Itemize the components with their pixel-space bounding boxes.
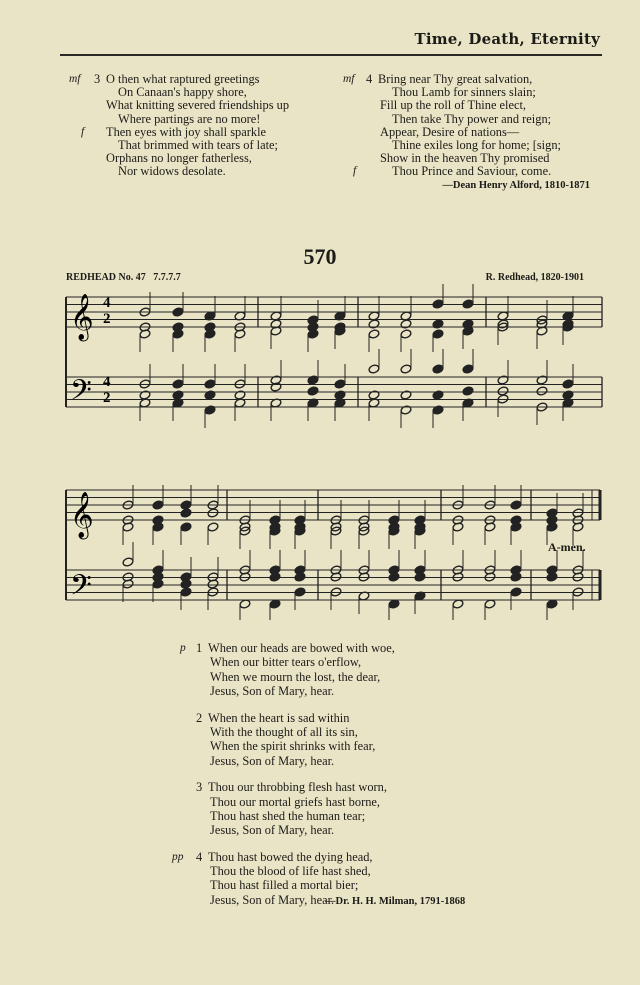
notehead [368, 364, 380, 374]
stanza-line: Then take Thy power and reign; [392, 111, 552, 126]
notehead [307, 386, 319, 396]
notehead [207, 522, 219, 532]
dynamic-mark: mf [343, 73, 355, 85]
notehead [204, 379, 216, 389]
notehead [172, 307, 184, 317]
stanza-line: When our bitter tears o'erflow, [210, 655, 362, 670]
stanza-line: Appear, Desire of nations— [380, 124, 520, 139]
stanza-line: Orphans no longer fatherless, [106, 151, 252, 166]
stanza-line: When we mourn the lost, the dear, [210, 669, 381, 684]
notehead [510, 500, 522, 510]
clefs [70, 294, 94, 609]
stanza-line: Thou our throbbing flesh hast worn, [208, 780, 387, 795]
stanza-line: Thine exiles long for home; [sign; [392, 137, 561, 152]
stanza-number: 3 [196, 780, 203, 795]
stanza-line: On Canaan's happy shore, [118, 85, 247, 100]
section-header: Time, Death, Eternity [414, 30, 600, 48]
time-signature [103, 295, 111, 406]
notehead [400, 405, 412, 415]
bass-clef-icon: 𝄢 [70, 374, 92, 414]
notehead [462, 364, 474, 374]
stanza-line: Show in the heaven Thy promised [380, 151, 550, 166]
stanza-1 [180, 641, 510, 699]
dynamic-mark: pp [172, 850, 184, 863]
notehead [307, 375, 319, 385]
notehead [204, 405, 216, 415]
stanza-line: Thou the blood of life hast shed, [210, 864, 371, 879]
bass-clef-icon: 𝄢 [70, 569, 92, 609]
stanza-line: That brimmed with tears of late; [118, 137, 278, 152]
notehead [400, 364, 412, 374]
stanza-line: Fill up the roll of Thine elect, [380, 98, 527, 113]
composer: R. Redhead, 1820-1901 [485, 272, 584, 283]
dynamic-mark: f [353, 165, 357, 178]
notehead [536, 386, 548, 396]
notehead [432, 364, 444, 374]
notehead [562, 390, 574, 400]
notehead [536, 375, 548, 385]
stanza-line: Thou hast filled a mortal bier; [210, 878, 359, 893]
notehead [432, 405, 444, 415]
stanza-line: Bring near Thy great salvation, [378, 72, 533, 86]
notehead [562, 379, 574, 389]
treble-clef-icon: 𝄞 [70, 492, 94, 538]
notehead [152, 500, 164, 510]
barlines [66, 297, 602, 600]
stanza-number: 2 [196, 710, 203, 725]
notehead [432, 329, 444, 339]
notehead [204, 390, 216, 400]
stanza-number: 4 [196, 849, 203, 864]
notehead [294, 587, 306, 597]
stanza-line: When our heads are bowed with woe, [208, 641, 395, 655]
time-sig-bottom: 2 [103, 311, 111, 327]
stanza-line: When the spirit shrinks with fear, [210, 739, 376, 754]
notehead [180, 500, 192, 510]
notehead [180, 587, 192, 597]
notehead [172, 379, 184, 389]
stanza-line: Then eyes with joy shall sparkle [106, 124, 267, 139]
stanza-line: When the heart is sad within [208, 710, 350, 725]
hymn-number: 570 [303, 244, 337, 269]
treble-clef-icon: 𝄞 [70, 294, 94, 340]
time-sig-top: 4 [103, 295, 111, 311]
notehead [510, 587, 522, 597]
stanza-line: O then what raptured greetings [106, 72, 260, 86]
stanza-line: Jesus, Son of Mary, hear. [210, 892, 335, 907]
notehead [122, 557, 134, 567]
stanza-line: With the thought of all its sin, [210, 724, 358, 739]
stanza-line: Thou Prince and Saviour, come. [392, 164, 552, 179]
notehead [497, 375, 509, 385]
dynamic-mark: p [180, 642, 186, 654]
time-sig-bottom: 2 [103, 390, 111, 406]
notehead [334, 390, 346, 400]
stanza-line: Thou Lamb for sinners slain; [392, 85, 536, 100]
meter: 7.7.7.7 [153, 272, 181, 283]
notehead [368, 390, 380, 400]
notehead [180, 522, 192, 532]
tune-name: REDHEAD No. 47 [66, 272, 146, 283]
stanza-line: What knitting severed friendships up [106, 98, 290, 113]
stanza-3 [180, 780, 510, 838]
stanza-line: Thou our mortal griefs hast borne, [210, 794, 380, 809]
hymn-attribution: —Dr. H. H. Milman, 1791-1868 [325, 896, 466, 907]
notehead [432, 319, 444, 329]
stanza-line: Thou hast bowed the dying head, [208, 849, 373, 864]
stanza-number: 4 [366, 72, 373, 86]
notehead [400, 319, 412, 329]
stanza-line: Jesus, Son of Mary, hear. [210, 753, 335, 768]
lower-stanzas [172, 641, 510, 907]
notehead [497, 386, 509, 396]
notehead [368, 319, 380, 329]
notehead [139, 390, 151, 400]
notehead [334, 379, 346, 389]
stanza-number: 1 [196, 641, 203, 655]
stanza-line: Jesus, Son of Mary, hear. [210, 684, 335, 699]
notehead [432, 299, 444, 309]
stanza-2 [180, 711, 510, 769]
notehead [462, 386, 474, 396]
stanza-line: Nor widows desolate. [118, 164, 226, 179]
stanza-line: Jesus, Son of Mary, hear. [210, 823, 335, 838]
notehead [400, 329, 412, 339]
text-attribution: —Dean Henry Alford, 1810-1871 [442, 180, 590, 191]
dynamic-mark: f [81, 125, 85, 138]
stanza-line: Thou hast shed the human tear; [210, 808, 366, 823]
notehead [462, 299, 474, 309]
notehead [400, 390, 412, 400]
notehead [172, 390, 184, 400]
stanza-line: Where partings are no more! [118, 111, 261, 126]
dynamic-mark: mf [69, 73, 81, 85]
notehead [368, 329, 380, 339]
notehead [180, 508, 192, 518]
staff-lines [66, 297, 602, 600]
stanza-number: 3 [94, 72, 101, 86]
notehead [432, 390, 444, 400]
notehead [234, 390, 246, 400]
amen-text: A-men. [548, 540, 586, 554]
time-sig-top: 4 [103, 374, 111, 390]
